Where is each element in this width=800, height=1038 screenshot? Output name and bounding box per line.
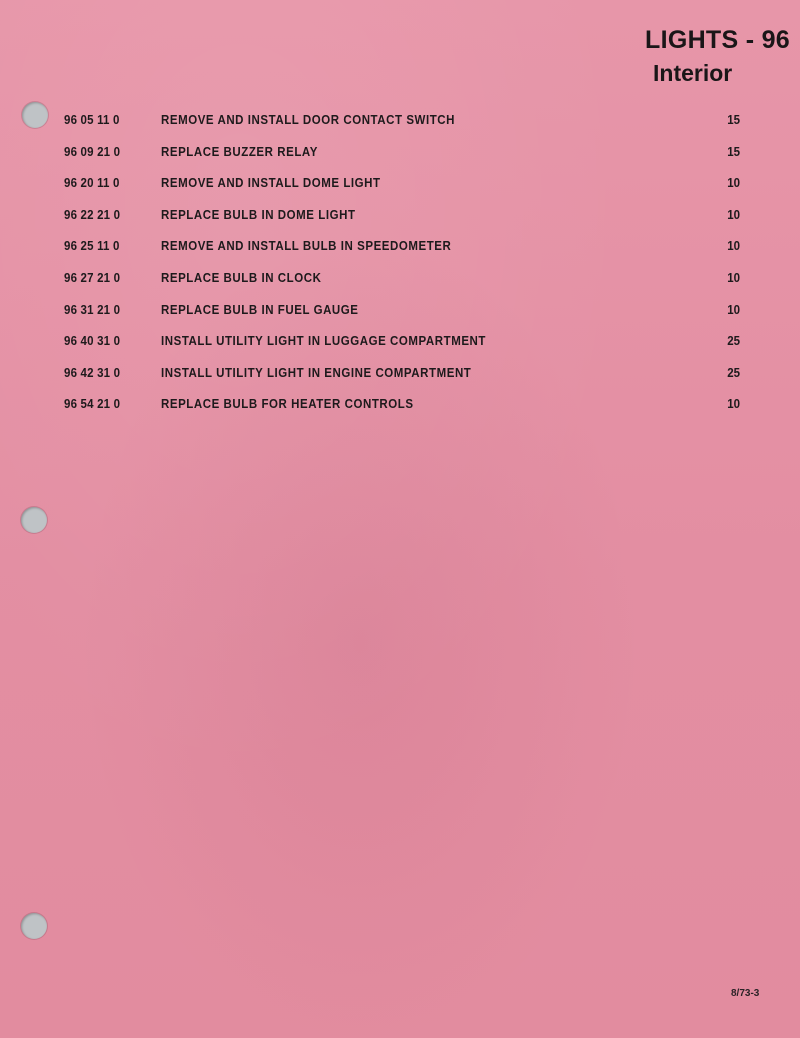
operation-row: [0, 208, 800, 240]
operation-code: 96 31 21 0: [64, 302, 121, 317]
operations-list: [0, 113, 800, 429]
operation-time: 10: [727, 239, 740, 254]
operation-row: [0, 176, 800, 208]
operation-description: REMOVE AND INSTALL BULB IN SPEEDOMETER: [161, 239, 452, 254]
operation-code: 96 20 11 0: [64, 176, 120, 191]
operation-time: 10: [727, 176, 740, 191]
operation-code: 96 40 31 0: [64, 334, 121, 349]
operation-code: 96 22 21 0: [64, 207, 121, 222]
operation-description: REMOVE AND INSTALL DOOR CONTACT SWITCH: [161, 113, 455, 127]
operation-code: 96 27 21 0: [64, 270, 121, 285]
punch-hole-middle: [21, 507, 47, 533]
operation-time: 25: [727, 334, 740, 349]
operation-description: REPLACE BULB IN CLOCK: [161, 270, 322, 285]
operation-time: 25: [727, 365, 740, 380]
operation-time: 15: [727, 113, 740, 127]
operation-description: INSTALL UTILITY LIGHT IN ENGINE COMPARTMENT: [161, 365, 472, 380]
operation-code: 96 54 21 0: [64, 397, 121, 412]
operation-row: [0, 113, 800, 145]
operation-row: [0, 145, 800, 177]
operation-time: 10: [727, 207, 740, 222]
operation-time: 15: [727, 144, 740, 159]
operation-description: REPLACE BULB FOR HEATER CONTROLS: [161, 397, 414, 412]
operation-description: REPLACE BULB IN FUEL GAUGE: [161, 302, 359, 317]
operation-code: 96 42 31 0: [64, 365, 121, 380]
operation-row: [0, 334, 800, 366]
punch-hole-bottom: [21, 913, 47, 939]
operation-time: 10: [727, 270, 740, 285]
page-code: 8/73-3: [731, 988, 760, 999]
operation-description: INSTALL UTILITY LIGHT IN LUGGAGE COMPARTMENT: [161, 334, 486, 349]
operation-row: [0, 271, 800, 303]
operation-row: [0, 303, 800, 335]
operation-code: 96 25 11 0: [64, 239, 120, 254]
operation-row: [0, 239, 800, 271]
operation-description: REMOVE AND INSTALL DOME LIGHT: [161, 176, 381, 191]
operation-description: REPLACE BULB IN DOME LIGHT: [161, 207, 356, 222]
operation-code: 96 09 21 0: [64, 144, 121, 159]
operation-row: [0, 366, 800, 398]
page-subtitle: Interior: [653, 60, 733, 86]
operation-time: 10: [727, 397, 740, 412]
operation-time: 10: [727, 302, 740, 317]
operation-description: REPLACE BUZZER RELAY: [161, 144, 318, 159]
operation-code: 96 05 11 0: [64, 113, 120, 127]
operation-row: [0, 397, 800, 429]
page-title: LIGHTS - 96: [645, 26, 790, 54]
